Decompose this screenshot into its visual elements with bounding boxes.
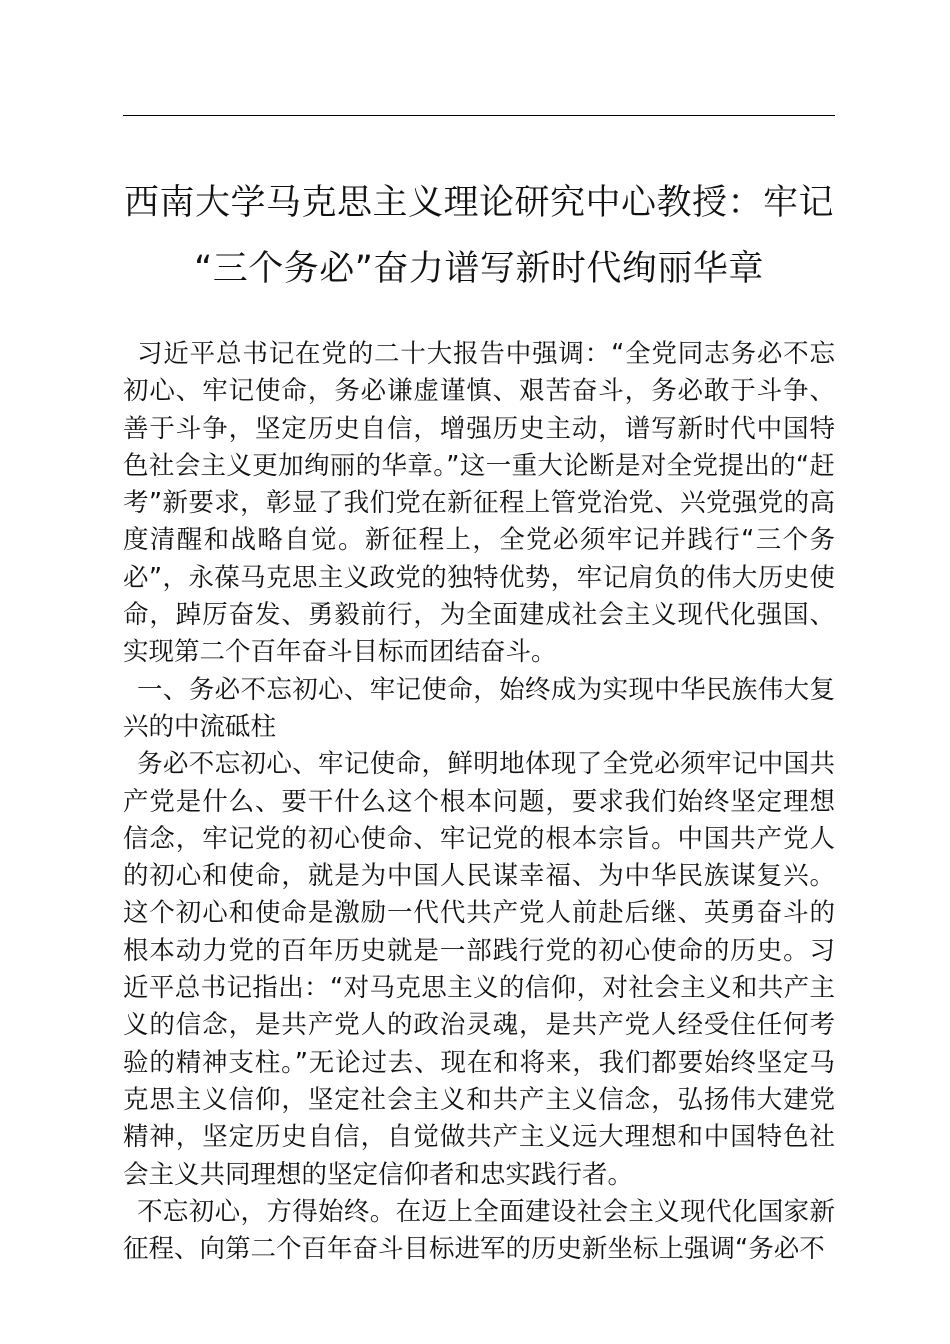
header-rule bbox=[123, 115, 835, 116]
paragraph-continuation: 不忘初心，方得始终。在迈上全面建设社会主义现代化国家新征程、向第二个百年奋斗目标进军的历史新坐标上强调“务必不 bbox=[123, 1196, 835, 1265]
document-body bbox=[123, 336, 835, 1268]
title-line-2: “三个务必”奋力谱写新时代绚丽华章 bbox=[194, 249, 764, 289]
section-heading-1: 一、务必不忘初心、牢记使命，始终成为实现中华民族伟大复兴的中流砥柱 bbox=[123, 674, 835, 742]
paragraph-section-1: 务必不忘初心、牢记使命，鲜明地体现了全党必须牢记中国共产党是什么、要干什么这个根本问题，要求我们始终坚定理想信念，牢记党的初心使命、牢记党的根本宗旨。中国共产党人的初心和使命，就是为中国人民谋幸福、为中华民族谋复兴。这个初心和使命是激励一代代共产党人前赴后继、英勇奋斗的根本动力党的百年历史就是一部践行党的初心使命的历史。习近平总书记指出：“对马克思主义的信仰，对社会主义和共产主义的信念，是共产党人的政治灵魂，是共产党人经受住任何考验的精神支柱。”无论过去、现在和将来，我们都要始终坚定马克思主义信仰，坚定社会主义和共产主义信念，弘扬伟大建党精神，坚定历史自信，自觉做共产主义远大理想和中国特色社会主义共同理想的坚定信仰者和忠实践行者。 bbox=[123, 749, 835, 1190]
title-line-1: 西南大学马克思主义理论研究中心教授：牢记 bbox=[123, 183, 834, 223]
document-title bbox=[123, 170, 835, 302]
paragraph-intro: 习近平总书记在党的二十大报告中强调：“全党同志务必不忘初心、牢记使命，务必谦虚谨慎、艰苦奋斗，务必敢于斗争、善于斗争，坚定历史自信，增强历史主动，谱写新时代中国特色社会主义更加绚丽的华章。”这一重大论断是对全党提出的“赶考”新要求，彰显了我们党在新征程上管党治党、兴党强党的高度清醒和战略自觉。新征程上，全党必须牢记并践行“三个务必”，永葆马克思主义政党的独特优势，牢记肩负的伟大历史使命，踔厉奋发、勇毅前行，为全面建成社会主义现代化强国、实现第二个百年奋斗目标而团结奋斗。 bbox=[123, 339, 835, 668]
